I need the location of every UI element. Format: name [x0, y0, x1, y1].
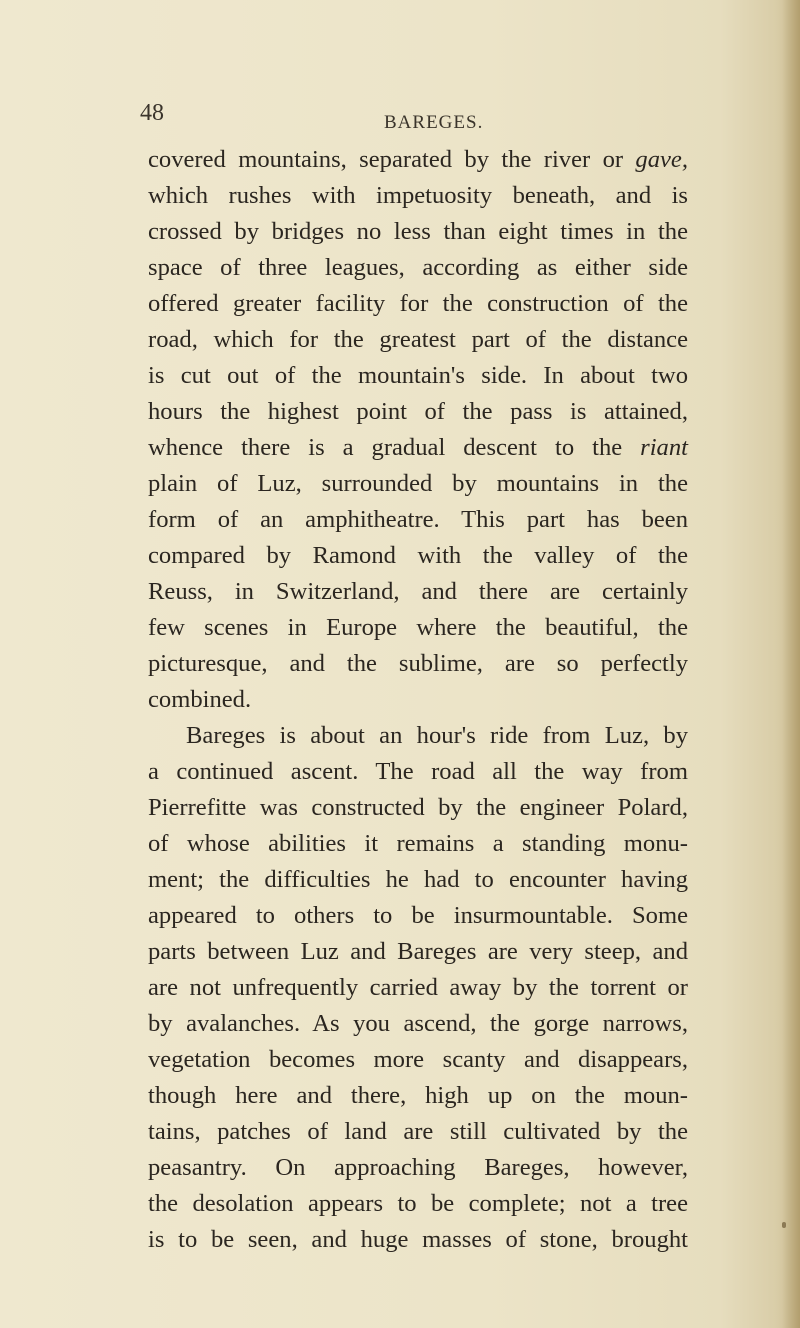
text-line: ment; the difficulties he had to encounter having — [148, 866, 688, 893]
italic-word: gave, — [635, 146, 688, 173]
page-number: 48 — [140, 100, 164, 126]
text-line: Bareges is about an hour's ride from Luz, by — [186, 722, 688, 749]
text-line: peasantry. On approaching Bareges, however, — [148, 1154, 688, 1181]
text-line: picturesque, and the sublime, are so perfectly — [148, 650, 688, 677]
text-line: vegetation becomes more scanty and disappears, — [148, 1046, 688, 1073]
text-line: are not unfrequently carried away by the torrent or — [148, 974, 688, 1001]
text-line: form of an amphitheatre. This part has been — [148, 506, 688, 533]
text-line: covered mountains, separated by the river or gave, — [148, 146, 688, 173]
running-title: BAREGES. — [384, 112, 484, 133]
text-line: Reuss, in Switzerland, and there are certainly — [148, 578, 688, 605]
text-line: a continued ascent. The road all the way from — [148, 758, 688, 785]
text-line: space of three leagues, according as either side — [148, 254, 688, 281]
text-line: appeared to others to be insurmountable. Some — [148, 902, 688, 929]
text-line: plain of Luz, surrounded by mountains in the — [148, 470, 688, 497]
text-line: is to be seen, and huge masses of stone, brought — [148, 1226, 688, 1253]
text-line: road, which for the greatest part of the distance — [148, 326, 688, 353]
text-line: is cut out of the mountain's side. In about two — [148, 362, 688, 389]
text-line: by avalanches. As you ascend, the gorge narrows, — [148, 1010, 688, 1037]
text-line: which rushes with impetuosity beneath, and is — [148, 182, 688, 209]
paper-speck — [782, 1222, 786, 1228]
body-text — [148, 142, 688, 1258]
text-line: whence there is a gradual descent to the riant — [148, 434, 688, 461]
text-line: of whose abilities it remains a standing monu- — [148, 830, 688, 857]
text-line: crossed by bridges no less than eight times in the — [148, 218, 688, 245]
text-line: Pierrefitte was constructed by the engineer Polard, — [148, 794, 688, 821]
text-line: tains, patches of land are still cultivated by the — [148, 1118, 688, 1145]
text-line: parts between Luz and Bareges are very steep, and — [148, 938, 688, 965]
text-line: compared by Ramond with the valley of the — [148, 542, 688, 569]
text-line: though here and there, high up on the moun- — [148, 1082, 688, 1109]
page-edge-shadow — [782, 0, 800, 1328]
italic-word: riant — [640, 434, 688, 461]
text-line: hours the highest point of the pass is attained, — [148, 398, 688, 425]
text-line: combined. — [148, 686, 252, 713]
text-line: offered greater facility for the construction of the — [148, 290, 688, 317]
text-line: the desolation appears to be complete; not a tree — [148, 1190, 688, 1217]
text-line: few scenes in Europe where the beautiful, the — [148, 614, 688, 641]
